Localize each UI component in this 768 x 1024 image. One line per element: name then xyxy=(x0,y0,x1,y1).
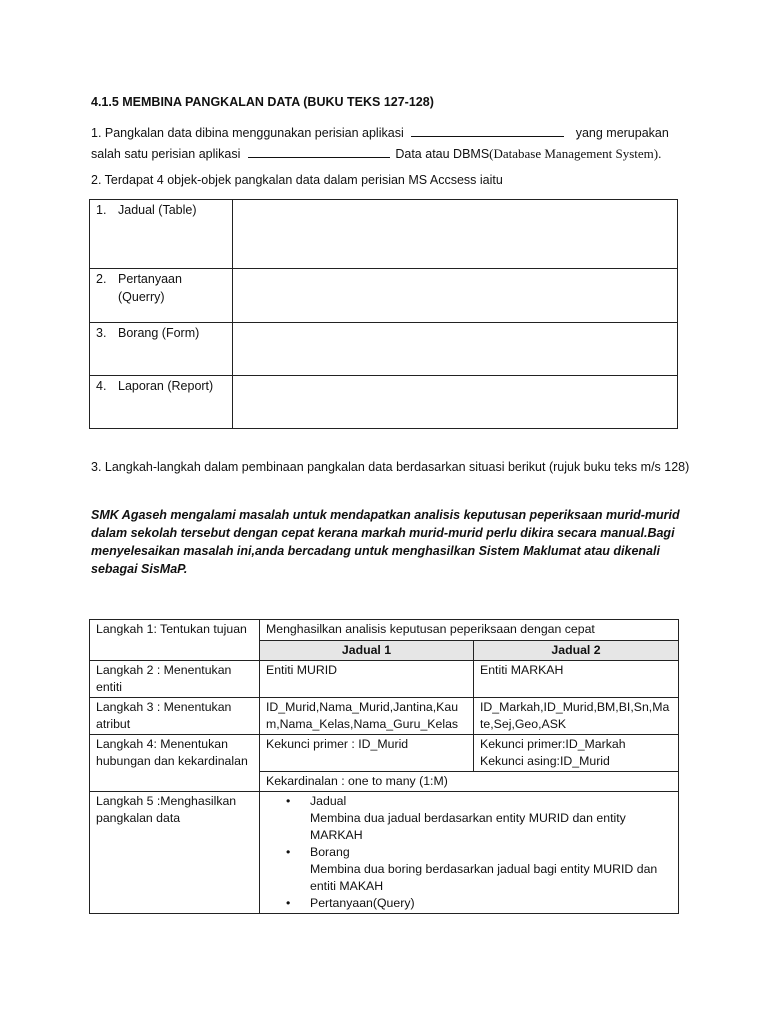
objects-label-4: 4. Laporan (Report) xyxy=(90,376,233,429)
objects-label-2: 2. Pertanyaan (Querry) xyxy=(90,269,233,323)
step-2-label: Langkah 2 : Menentukan entiti xyxy=(90,661,260,698)
objects-answer-4[interactable] xyxy=(233,376,678,429)
step-5-item-borang: • Borang Membina dua boring berdasarkan jadual bagi entity MURID dan entiti MAKAH xyxy=(286,845,658,893)
objects-label-3: 3. Borang (Form) xyxy=(90,323,233,376)
step-5-item-pertanyaan: • Pertanyaan(Query) xyxy=(286,896,415,910)
scenario-text: SMK Agaseh mengalami masalah untuk mendapatkan analisis keputusan peperiksaan murid-murid dalam sekolah tersebut dengan cepat kerana markah murid-murid perlu dikira secara manual.Bagi menyelesaikan masalah ini,anda bercadang untuk menghasilkan Sistem Maklumat atau dikenali sebagai SisMaP. xyxy=(91,508,680,576)
bullet-icon: • xyxy=(286,845,291,859)
q1-text-e: (Database Management System). xyxy=(489,146,662,161)
step-2-row xyxy=(90,661,679,698)
section-heading: 4.1.5 MEMBINA PANGKALAN DATA (BUKU TEKS 127-128) xyxy=(91,95,434,109)
objects-row-3 xyxy=(90,323,678,376)
question-2: 2. Terdapat 4 objek-objek pangkalan data dalam perisian MS Accsess iaitu xyxy=(91,173,503,187)
objects-answer-2[interactable] xyxy=(233,269,678,323)
step-5-list xyxy=(266,793,672,912)
step-4-cardinality: Kekardinalan : one to many (1:M) xyxy=(260,772,679,792)
objects-label-1: 1. Jadual (Table) xyxy=(90,200,233,269)
step-4-label: Langkah 4: Menentukan hubungan dan kekardinalan xyxy=(90,735,260,792)
col-header-jadual-2: Jadual 2 xyxy=(474,641,679,661)
step-1-label: Langkah 1: Tentukan tujuan xyxy=(90,620,260,661)
question-3: 3. Langkah-langkah dalam pembinaan pangkalan data berdasarkan situasi berikut (rujuk buku teks m/s 128) xyxy=(91,460,690,474)
step-5-item-jadual: • Jadual Membina dua jadual berdasarkan entity MURID dan entity MARKAH xyxy=(286,794,626,842)
q1-text-b: yang merupakan xyxy=(575,126,669,140)
q1-text-a: 1. Pangkalan data dibina menggunakan perisian aplikasi xyxy=(91,126,404,140)
objects-answer-3[interactable] xyxy=(233,323,678,376)
objects-answer-1[interactable] xyxy=(233,200,678,269)
objects-row-1 xyxy=(90,200,678,269)
step-3-jadual-2: ID_Markah,ID_Murid,BM,BI,Sn,Mate,Sej,Geo,ASK xyxy=(474,698,679,735)
step-4-primary-key: Kekunci primer:ID_Markah xyxy=(480,737,626,751)
q1-blank-2[interactable] xyxy=(248,144,390,158)
step-4-jadual-1: Kekunci primer : ID_Murid xyxy=(260,735,474,772)
q1-blank-1[interactable] xyxy=(411,123,564,137)
steps-table xyxy=(89,619,679,914)
step-3-label: Langkah 3 : Menentukan atribut xyxy=(90,698,260,735)
step-2-jadual-1: Entiti MURID xyxy=(260,661,474,698)
step-5-value xyxy=(260,792,679,914)
step-4-row xyxy=(90,735,679,772)
objects-table xyxy=(89,199,678,429)
objects-row-4 xyxy=(90,376,678,429)
objects-row-2 xyxy=(90,269,678,323)
step-3-row xyxy=(90,698,679,735)
step-5-label: Langkah 5 :Menghasilkan pangkalan data xyxy=(90,792,260,914)
step-5-row xyxy=(90,792,679,914)
step-1-value: Menghasilkan analisis keputusan peperiksaan dengan cepat xyxy=(260,620,679,641)
step-3-jadual-1: ID_Murid,Nama_Murid,Jantina,Kaum,Nama_Kelas,Nama_Guru_Kelas xyxy=(260,698,474,735)
q1-text-d: Data atau DBMS xyxy=(395,147,490,161)
question-1 xyxy=(91,123,701,163)
step-2-jadual-2: Entiti MARKAH xyxy=(474,661,679,698)
col-header-jadual-1: Jadual 1 xyxy=(260,641,474,661)
step-4-foreign-key: Kekunci asing:ID_Murid xyxy=(480,754,610,768)
q1-text-c: salah satu perisian aplikasi xyxy=(91,147,241,161)
bullet-icon: • xyxy=(286,896,291,910)
step-4-jadual-2 xyxy=(474,735,679,772)
bullet-icon: • xyxy=(286,794,291,808)
step-1-row xyxy=(90,620,679,641)
